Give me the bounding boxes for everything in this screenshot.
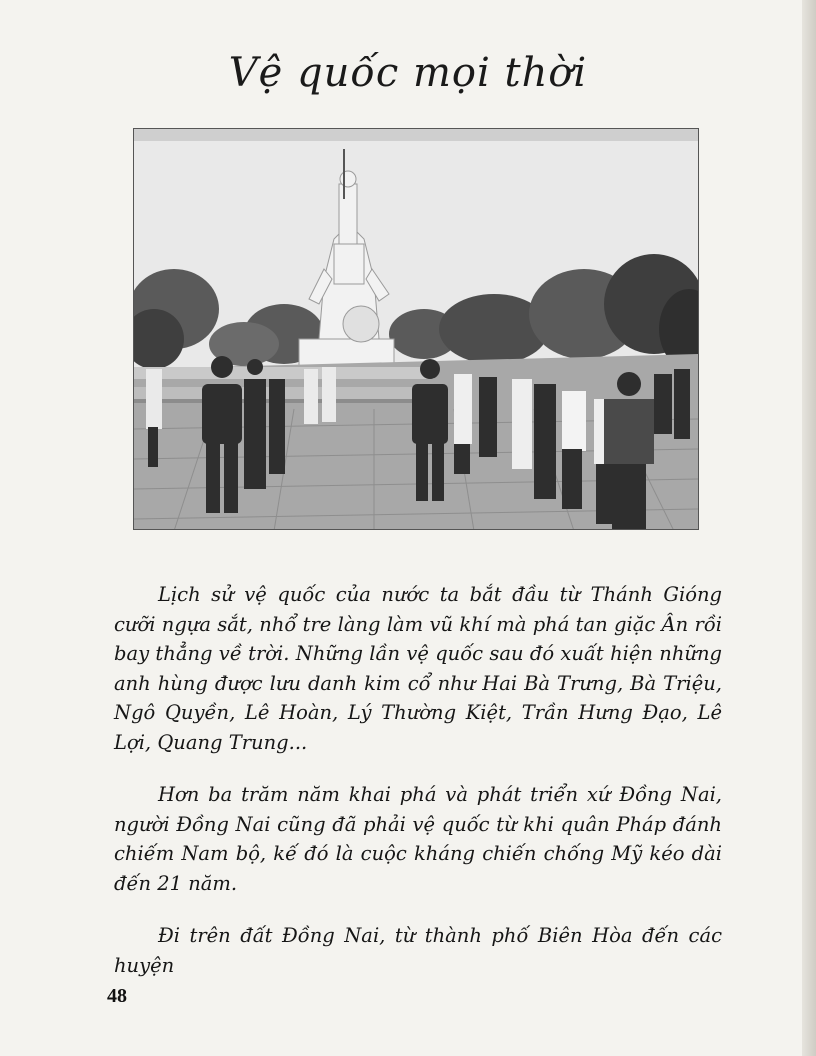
- paragraph-2: Hơn ba trăm năm khai phá và phát triển xứ Đồng Nai, người Đồng Nai cũng đã phải vệ quốc từ khi quân Pháp đánh chiếm Nam bộ, kế đó là cuộc kháng chiến chống Mỹ kéo dài đến 21 năm.: [114, 783, 722, 895]
- chapter-title: Vệ quốc mọi thời: [228, 50, 588, 96]
- paragraph-1: Lịch sử vệ quốc của nước ta bắt đầu từ Thánh Gióng cưỡi ngựa sắt, nhổ tre làng làm vũ khí mà phá tan giặc Ân rồi bay thẳng về trời. Những lần vệ quốc sau đó xuất hiện những anh hùng được lưu danh kim cổ như Hai Bà Trưng, Bà Triệu, Ngô Quyền, Lê Hoàn, Lý Thường Kiệt, Trần Hưng Đạo, Lê Lợi, Quang Trung...: [114, 583, 722, 754]
- page-number: 48: [107, 985, 127, 1007]
- paragraph-3: Đi trên đất Đồng Nai, từ thành phố Biên Hòa đến các huyện: [114, 924, 722, 977]
- monument-photo: [133, 128, 699, 530]
- body-text: [114, 580, 722, 1003]
- page-edge: [802, 0, 816, 1056]
